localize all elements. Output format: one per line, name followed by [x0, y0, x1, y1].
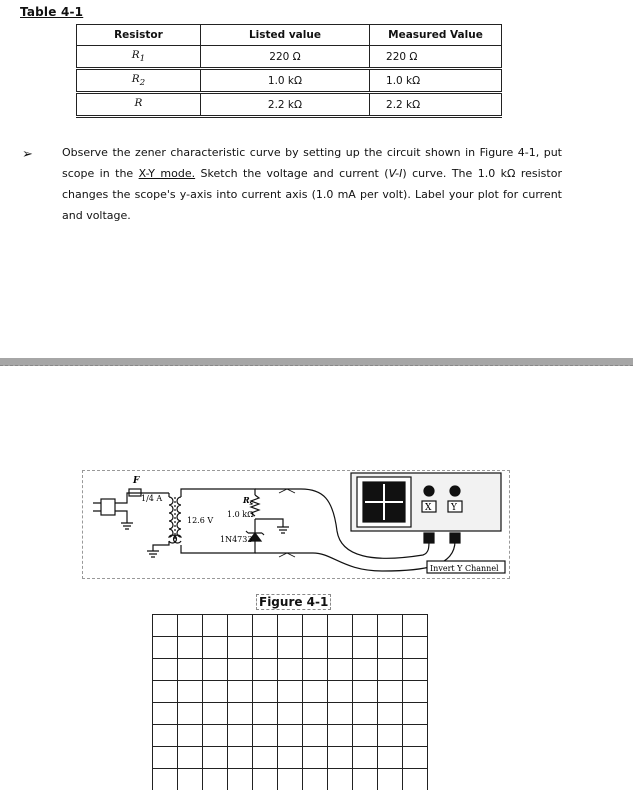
resistor-name-cell	[77, 93, 201, 117]
resistor-name-cell	[77, 69, 201, 93]
x-channel-knob-icon	[424, 486, 434, 496]
plug-prongs	[93, 503, 101, 511]
plot-grid	[152, 614, 428, 790]
zener-part-label: 1N4733	[220, 535, 253, 544]
resistor-name-cell	[77, 46, 201, 69]
plug-icon	[101, 499, 115, 515]
measured-value-cell: 1.0 kΩ	[370, 69, 502, 93]
invert-y-label: Invert Y Channel	[430, 564, 499, 573]
header-resistor: Resistor	[77, 25, 201, 46]
resistor-letter: R	[134, 96, 143, 109]
fuse-rating-label: 1/4 A	[141, 494, 163, 503]
listed-value-cell: 2.2 kΩ	[200, 93, 369, 117]
listed-value-cell: 220 Ω	[200, 46, 369, 69]
resistor-letter: R	[131, 72, 140, 85]
instruction-paragraph	[62, 142, 562, 226]
vi-text: V-I	[388, 167, 403, 180]
x-input-jack-icon	[424, 533, 434, 543]
transformer-secondary-icon	[174, 497, 181, 543]
section-divider	[0, 358, 633, 366]
probe-ground-wire	[255, 519, 283, 527]
measured-value-cell: 2.2 kΩ	[370, 93, 502, 117]
ground-icon-3	[277, 527, 289, 533]
measured-value-cell: 220 Ω	[370, 46, 502, 69]
y-channel-label: Y	[451, 503, 457, 513]
y-input-jack-icon	[450, 533, 460, 543]
table-row	[77, 93, 502, 117]
resistor-name-label: $R_s$	[243, 495, 254, 507]
instruction-text-2: Sketch the voltage and current (	[195, 167, 389, 180]
listed-value-cell: 1.0 kΩ	[200, 69, 369, 93]
ground-wire	[115, 511, 127, 523]
probe-clips	[279, 489, 295, 557]
resistor-letter: R	[131, 48, 140, 61]
ground-icon	[121, 523, 133, 529]
fuse-label: F	[133, 476, 140, 486]
ground-icon-2	[147, 551, 159, 557]
table-header-row	[77, 25, 502, 46]
circuit-diagram	[83, 471, 509, 578]
arrow-bullet-icon: ➢	[22, 147, 33, 162]
resistor-subscript: 2	[139, 78, 146, 89]
table-row	[77, 69, 502, 93]
table-title: Table 4-1	[20, 5, 84, 19]
figure-caption: Figure 4-1	[256, 594, 331, 610]
y-channel-knob-icon	[450, 486, 460, 496]
x-channel-label: X	[425, 503, 432, 513]
figure-frame	[82, 470, 510, 579]
xy-mode-text: X-Y mode.	[138, 167, 196, 180]
resistor-value-label: 1.0 kΩ	[227, 510, 254, 519]
transformer-voltage-label: 12.6 V	[187, 516, 214, 525]
instruction-text-1: Observe the zener characteristic curve by setting up the circuit shown in Figure 4-1, put scope in the	[62, 146, 562, 180]
resistor-table	[76, 24, 502, 118]
header-measured-value: Measured Value	[370, 25, 502, 46]
header-listed-value: Listed value	[200, 25, 369, 46]
resistor-subscript: 1	[139, 54, 146, 65]
table-row	[77, 46, 502, 69]
instruction-text-3: ) curve. The 1.0 kΩ resistor changes the scope's y-axis into current axis (1.0 mA per volt). Label your plot for current and voltage.	[62, 167, 562, 222]
